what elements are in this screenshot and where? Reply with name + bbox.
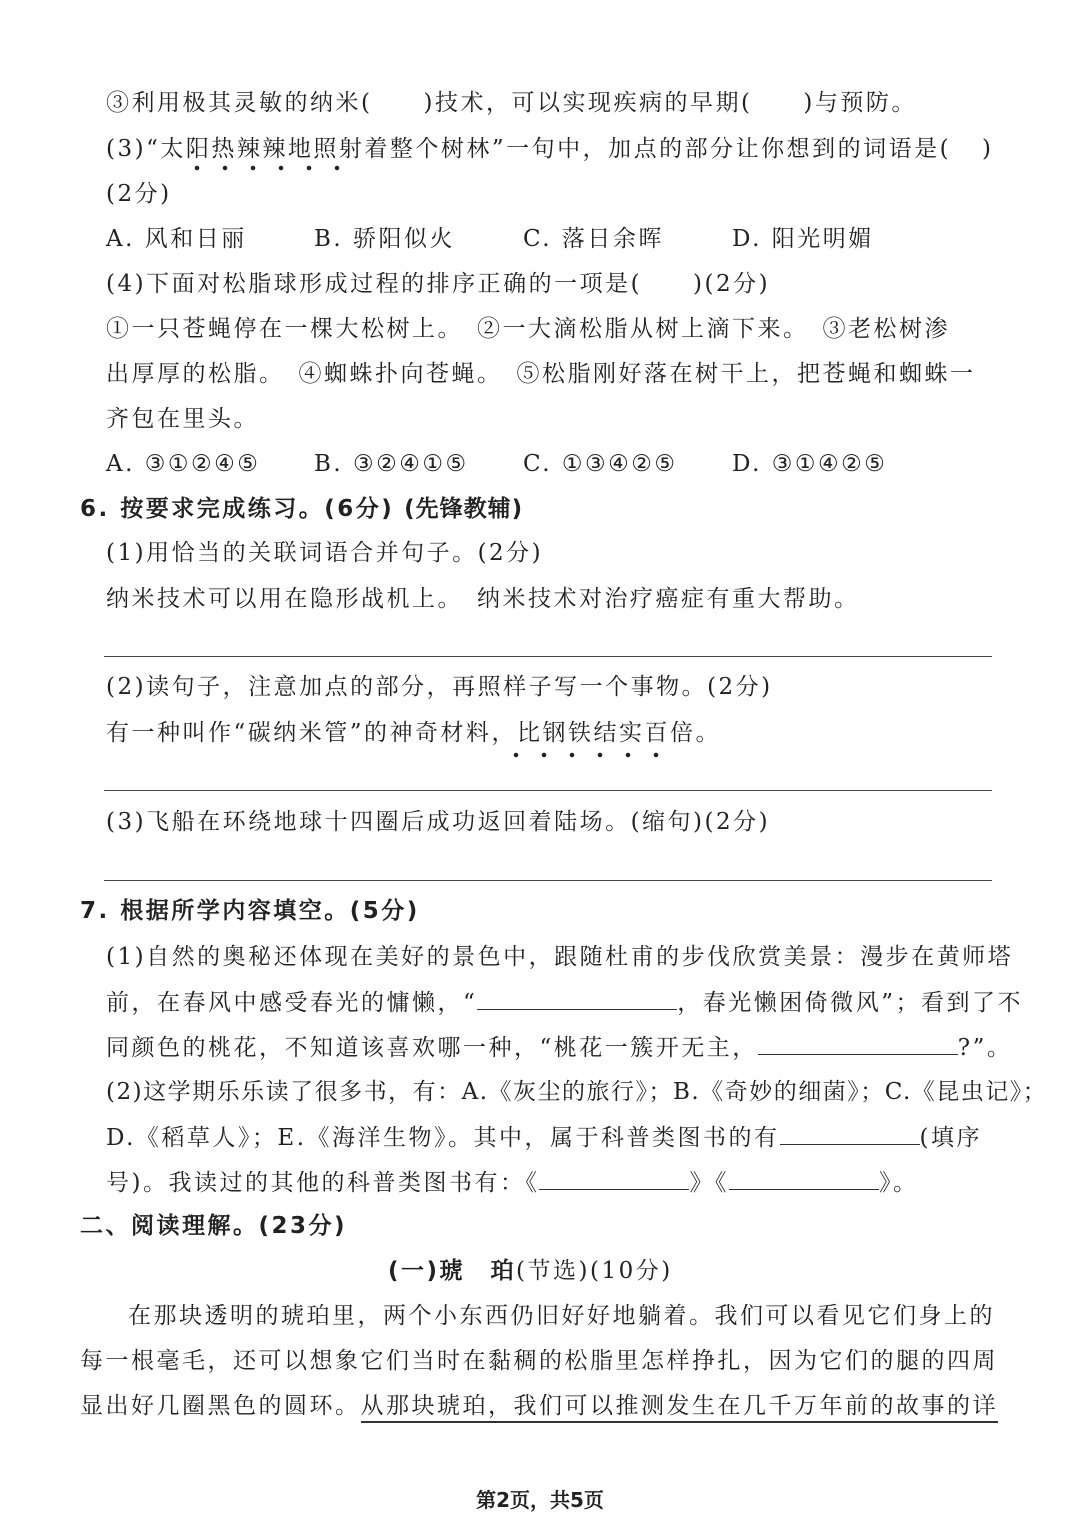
q6-tag: (先锋教辅) xyxy=(404,496,524,522)
q4-option-a: A. ③①②④⑤ xyxy=(106,451,261,477)
page-number: 第2页，共5页 xyxy=(476,1488,604,1512)
q2-item-3: ③利用极其灵敏的纳米( )技术，可以实现疾病的早期( )与预防。 xyxy=(106,90,917,116)
q4-events-line-2: 出厚厚的松脂。 ④蜘蛛扑向苍蝇。 ⑤松脂刚好落在树干上，把苍蝇和蜘蛛一 xyxy=(106,361,976,387)
reading-title-main: (一)琥 珀 xyxy=(388,1258,517,1284)
q3-option-a: A. 风和日丽 xyxy=(106,226,247,252)
emphasis-dots-2 xyxy=(502,752,670,758)
q4-events-line-3: 齐包在里头。 xyxy=(106,406,259,432)
q6-title xyxy=(80,492,523,526)
q4-option-c: C. ①③④②⑤ xyxy=(523,451,678,477)
q4-events-line-1: ①一只苍蝇停在一棵大松树上。 ②一大滴松脂从树上滴下来。 ③老松树渗 xyxy=(106,316,950,342)
q4-option-d: D. ③①④②⑤ xyxy=(732,451,888,477)
emphasis-dots xyxy=(183,165,351,171)
blank-poem-2[interactable] xyxy=(758,1030,958,1055)
q3-options xyxy=(0,222,1080,256)
q6-2-sentence: 有一种叫作“碳纳米管”的神奇材料，比钢铁结实百倍。 xyxy=(106,720,722,746)
q7-1-line-2 xyxy=(106,985,1023,1020)
blank-science-books[interactable] xyxy=(780,1120,920,1145)
q4-option-b: B. ③②④①⑤ xyxy=(314,451,469,477)
blank-book-2[interactable] xyxy=(729,1165,879,1190)
q6-1-sentences: 纳米技术可以用在隐形战机上。 纳米技术对治疗癌症有重大帮助。 xyxy=(106,586,860,612)
q3-stem: (3)“太阳热辣辣地照射着整个树林”一句中，加点的部分让你想到的词语是( xyxy=(106,136,952,162)
q3-option-b: B. 骄阳似火 xyxy=(314,226,456,252)
passage-line-3 xyxy=(80,1389,998,1423)
q3-stem-close: ) xyxy=(982,136,994,162)
underlined-sentence: 从那块琥珀，我们可以推测发生在几千万年前的故事的详 xyxy=(361,1393,999,1423)
q7-2-line-3-post: 》。 xyxy=(878,1170,919,1196)
answer-line-6-1[interactable] xyxy=(104,656,992,657)
q7-1-line-1: (1)自然的奥秘还体现在美好的景色中，跟随杜甫的步伐欣赏美景：漫步在黄师塔 xyxy=(106,944,1014,970)
q7-2-line-3-pre: 号)。我读过的其他的科普类图书有：《 xyxy=(106,1170,540,1196)
q7-1-line-3-post: ?”。 xyxy=(957,1035,1013,1061)
q4-stem: (4)下面对松脂球形成过程的排序正确的一项是( )(2分) xyxy=(106,271,771,297)
q7-1-line-2-post: ，春光懒困倚微风”；看到了不 xyxy=(677,990,1024,1016)
q7-title: 7. 根据所学内容填空。(5分) xyxy=(80,898,420,924)
passage-line-1: 在那块透明的琥珀里，两个小东西仍旧好好地躺着。我们可以看见它们身上的 xyxy=(128,1303,995,1329)
reading-title-sub: (节选)(10分) xyxy=(516,1258,673,1284)
section-2-heading: 二、阅读理解。(23分) xyxy=(80,1213,348,1239)
q3-option-c: C. 落日余晖 xyxy=(523,226,664,252)
answer-line-6-2[interactable] xyxy=(104,790,992,791)
q7-2-line-2-post: (填序 xyxy=(919,1125,983,1151)
passage-line-3-pre: 显出好几圈黑色的圆环。 xyxy=(80,1393,361,1419)
q7-1-line-3 xyxy=(106,1030,1012,1065)
passage-line-2: 每一根毫毛，还可以想象它们当时在黏稠的松脂里怎样挣扎，因为它们的腿的四周 xyxy=(80,1348,998,1374)
q4-options xyxy=(0,447,1080,481)
q7-2-line-2-pre: D.《稻草人》；E.《海洋生物》。其中，属于科普类图书的有 xyxy=(106,1125,780,1151)
blank-poem-1[interactable] xyxy=(477,985,677,1010)
answer-line-6-3[interactable] xyxy=(104,880,992,881)
q3-option-d: D. 阳光明媚 xyxy=(732,226,874,252)
q7-2-line-3 xyxy=(106,1165,918,1200)
q7-2-line-1: (2)这学期乐乐读了很多书，有：A.《灰尘的旅行》；B.《奇妙的细菌》；C.《昆虫记》； xyxy=(106,1079,1048,1105)
q6-3-stem: (3)飞船在环绕地球十四圈后成功返回着陆场。(缩句)(2分) xyxy=(106,809,771,835)
q7-2-line-2 xyxy=(106,1120,982,1155)
blank-book-1[interactable] xyxy=(539,1165,689,1190)
q3-score: (2分) xyxy=(106,181,172,207)
q6-heading: 6. 按要求完成练习。(6分) xyxy=(80,496,395,522)
q7-1-line-2-pre: 前，在春风中感受春光的慵懒，“ xyxy=(106,990,478,1016)
q6-1-stem: (1)用恰当的关联词语合并句子。(2分) xyxy=(106,540,544,566)
q7-2-line-3-mid: 》《 xyxy=(689,1170,729,1196)
reading-title xyxy=(388,1254,673,1288)
q7-1-line-3-pre: 同颜色的桃花，不知道该喜欢哪一种，“桃花一簇开无主， xyxy=(106,1035,758,1061)
q6-2-stem: (2)读句子，注意加点的部分，再照样子写一个事物。(2分) xyxy=(106,674,773,700)
